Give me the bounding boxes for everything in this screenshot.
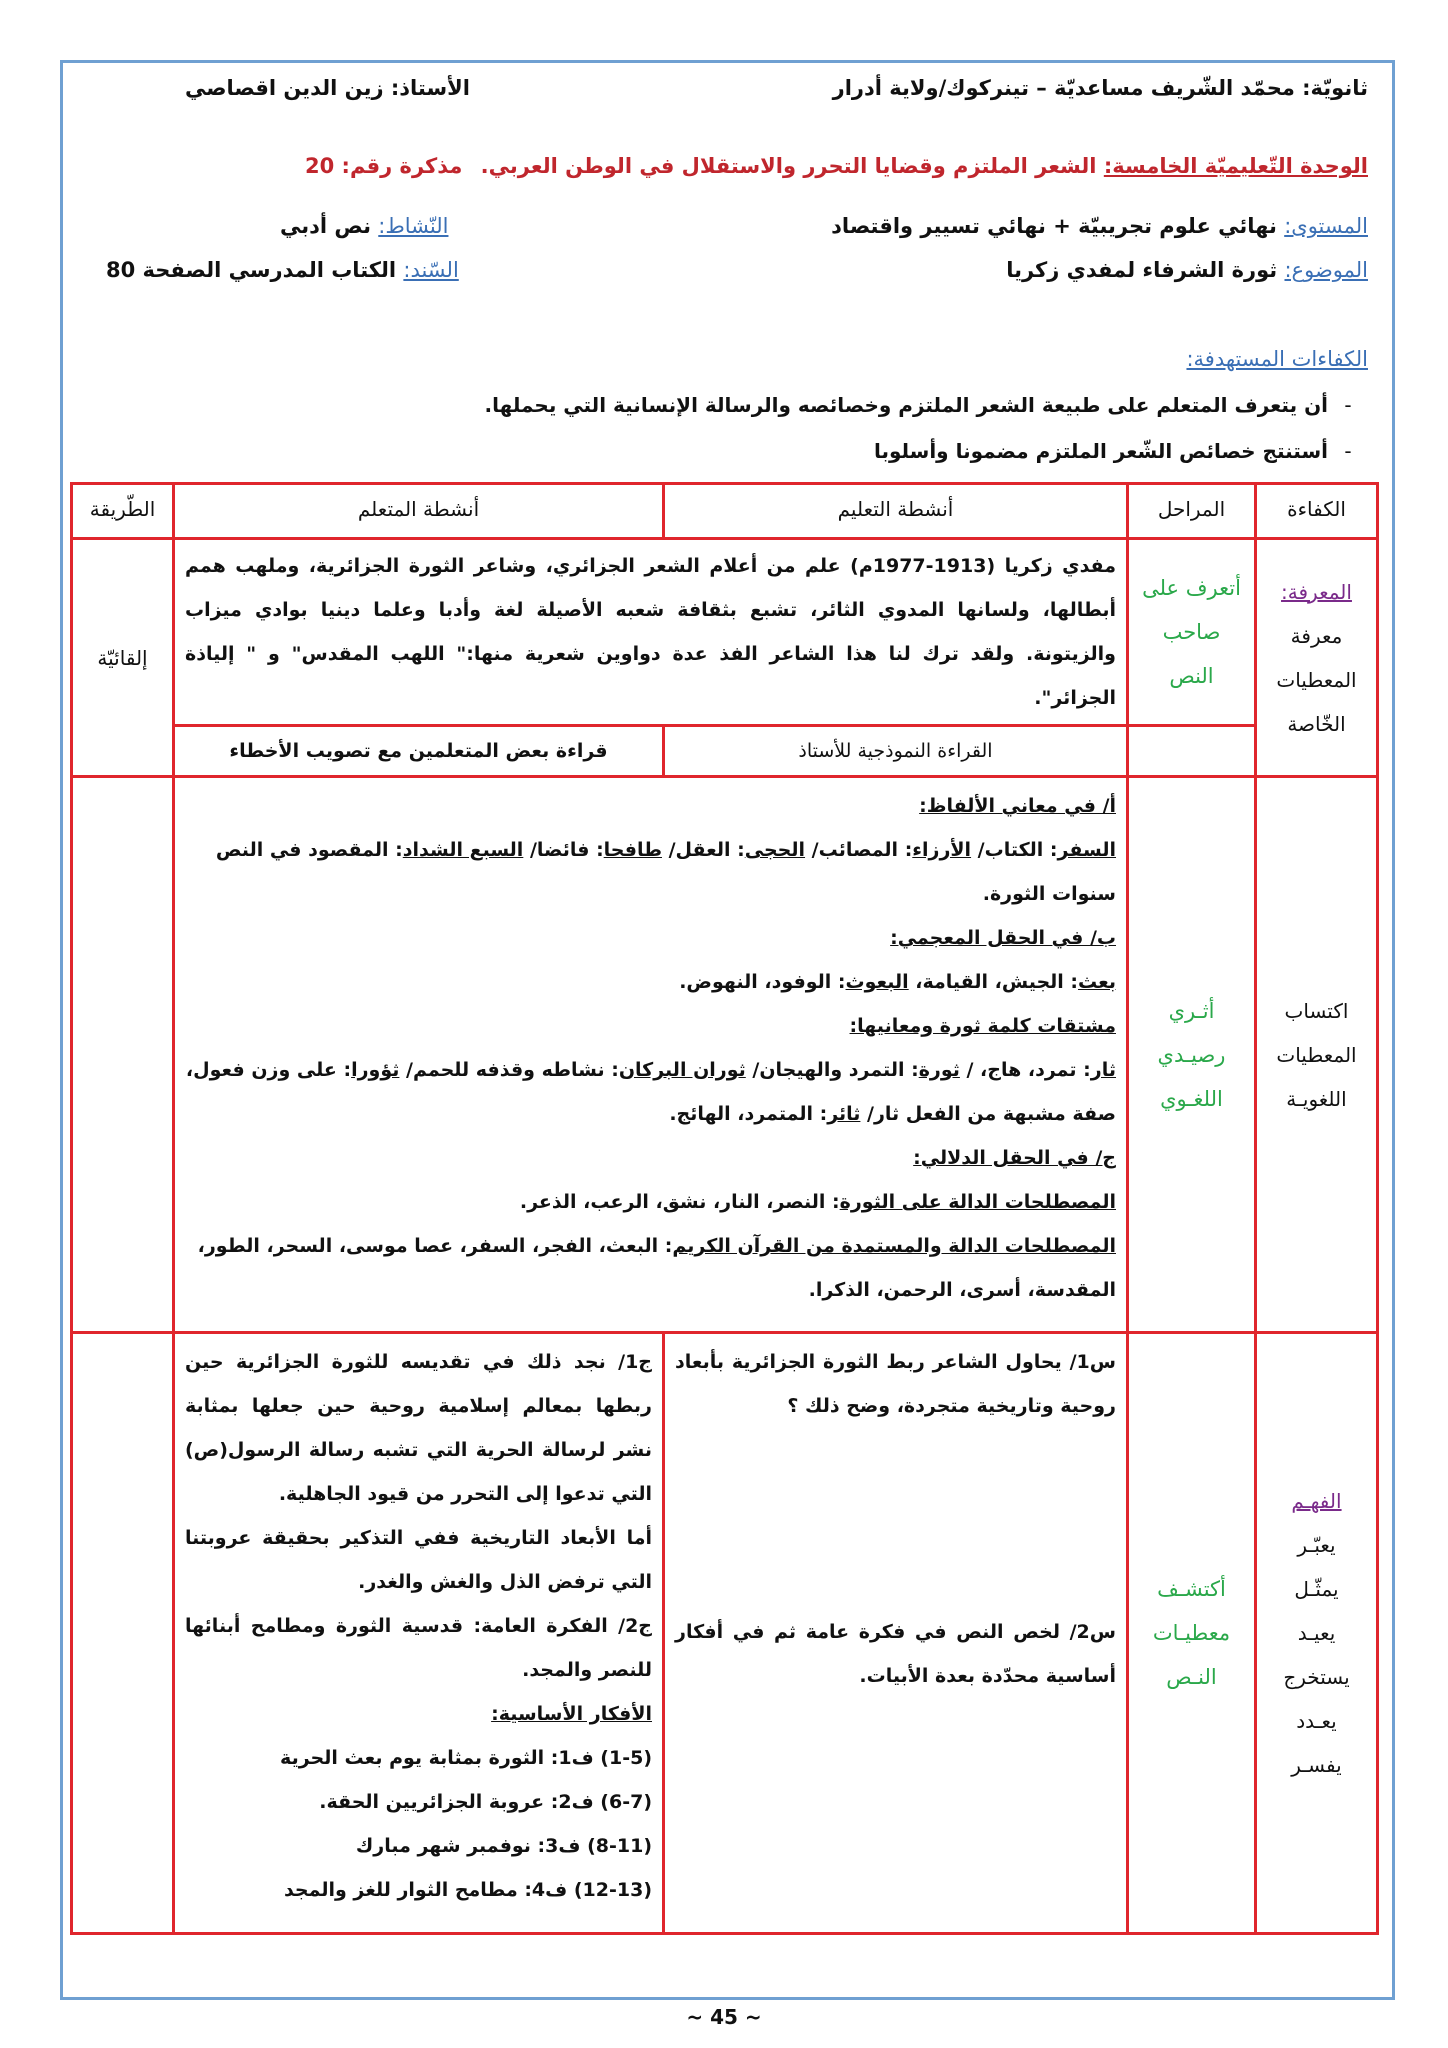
competence-verb: يستخرج [1283,1665,1350,1689]
idea-item: (6-7) ف2: عروبة الجزائريين الحقة. [319,1791,652,1813]
competence-body: معرفة المعطيات الخّاصة [1276,623,1357,736]
answers-cell [174,1333,664,1934]
source-label: السّند: [403,258,459,282]
competence-cell [1256,539,1378,777]
stage-cell [1128,1333,1256,1934]
competency-text: أستنتج خصائص الشّعر الملتزم مضمونا وأسلوبا [873,439,1328,463]
bullet-dash: - [1344,393,1352,417]
source-line [106,258,459,282]
table-row [72,1333,1378,1934]
page-number: ~ 45 ~ [686,2005,762,2029]
header-teaching: أنشطة التعليم [664,484,1128,539]
topic-line [1006,258,1368,282]
competence-verb: يعبّـر [1297,1533,1336,1557]
ideas-title: الأفكار الأساسية: [491,1703,652,1725]
competence-cell [1256,1333,1378,1934]
stage-text: أتعرف على صاحب النص [1142,576,1241,688]
unit-line [481,154,1368,178]
student-reading: قراءة بعض المتعلمين مع تصويب الأخطاء [174,726,664,777]
topic-label: الموضوع: [1284,258,1368,282]
activity-label: النّشاط: [378,214,449,238]
competence-cell [1256,777,1378,1333]
semantic-line: المصطلحات الدالة والمستمدة من القرآن الكريم: البعث، الفجر، السفر، عصا موسى، السحر، الطور، [197,1235,1116,1257]
answer-1b: أما الأبعاد التاريخية ففي التذكير بحقيقة عروبتنا التي ترفض الذل والغش والغدر. [185,1527,652,1593]
questions-cell [664,1333,1128,1934]
level-value: نهائي علوم تجريبيّة + نهائي تسيير واقتصاد [831,214,1285,238]
lexical-line: بعث: الجيش، القيامة، البعوث: الوفود، النهوض. [679,971,1116,993]
competence-title: الفهـم [1291,1489,1342,1513]
header-learner: أنشطة المتعلم [174,484,664,539]
activity-line [280,214,448,238]
idea-item: (1-5) ف1: الثورة بمثابة يوم بعث الحرية [280,1747,652,1769]
school-name: ثانويّة: محمّد الشّريف مساعديّة – تينركوك/ولاية أدرار [832,76,1368,100]
header-competence: الكفاءة [1256,484,1378,539]
author-bio: مفدي زكريا (1913-1977م) علم من أعلام الشعر الجزائري، وشاعر الثورة الجزائرية، وملهب همم أبطالها، ولسانها المدوي الثائر، تشبع بثقافة شعبه الأصيلة لغة وأدبا وعلما دينيا بوادي ميزاب والزيتونة. ولقد ترك لنا هذا الشاعر الفذ عدة دواوين شعرية منها:" اللهب المقدس" و " إلياذة الجزائر". [174,539,1128,726]
stage-text: أكتشـف معطيـات النـص [1152,1577,1231,1689]
competence-text: اكتساب المعطيات اللغويـة [1276,998,1357,1111]
competency-text: أن يتعرف المتعلم على طبيعة الشعر الملتزم وخصائصه والرسالة الإنسانية التي يحملها. [484,393,1328,417]
competency-item [485,393,1368,417]
competence-title: المعرفة: [1281,579,1352,604]
meanings-line: سنوات الثورة. [982,883,1116,905]
method-cell [72,1333,174,1934]
lexical-title: ب/ في الحقل المعجمي: [890,927,1116,949]
competence-verb: يمثّـل [1294,1577,1339,1601]
answer-1: ج1/ نجد ذلك في تقديسه للثورة الجزائرية حين ربطها بمعالم إسلامية روحية حين جعلها بمثابة نشر لرسالة الحرية التي تشبه رسالة الرسول(ص) التي تدعوا إلى التحرر من قيود الجاهلية. [185,1351,652,1505]
table-row [72,539,1378,726]
topic-value: ثورة الشرفاء لمفدي زكريا [1006,258,1285,282]
header-method: الطّريقة [72,484,174,539]
idea-item: (8-11) ف3: نوفمبر شهر مبارك [355,1835,652,1857]
table-row [72,726,1378,777]
meanings-line: السفر: الكتاب/ الأرزاء: المصائب/ الحجى: العقل/ طافحا: فائضا/ السبع الشداد: المقصود في النص [215,839,1116,861]
bullet-dash: - [1344,439,1352,463]
unit-value: الشعر الملتزم وقضايا التحرر والاستقلال في الوطن العربي. [480,154,1104,178]
competence-verb: يفسـر [1291,1753,1342,1777]
activity-value: نص أدبي [280,214,379,238]
memo-number: مذكرة رقم: 20 [305,154,463,178]
header-stages: المراحل [1128,484,1256,539]
competencies-title: الكفاءات المستهدفة: [1186,347,1368,371]
competency-item [874,439,1368,463]
source-value: الكتاب المدرسي الصفحة 80 [106,258,404,282]
teacher-reading: القراءة النموذجية للأستاذ [664,726,1128,777]
lesson-table [70,482,1379,1935]
method-cell [72,777,174,1333]
stage-text: أثـري رصيـدي اللغـوي [1157,998,1226,1111]
teacher-name: الأستاذ: زين الدين اقصاصي [185,76,470,100]
derivatives-line: صفة مشبهة من الفعل ثار/ ثائر: المتمرد، الهائج. [669,1103,1116,1125]
question-2: س2/ لخص النص في فكرة عامة ثم في أفكار أساسية محدّدة بعدة الأبيات. [675,1621,1116,1687]
semantic-line: المصطلحات الدالة على الثورة: النصر، النار، نشق، الرعب، الذعر. [519,1191,1116,1213]
empty-stage-cell [1128,726,1256,777]
competence-verb: يعيـد [1297,1621,1336,1645]
method-cell: إلقائيّة [72,539,174,777]
unit-label: الوحدة التّعليميّة الخامسة: [1103,154,1368,178]
semantic-line: المقدسة، أسرى، الرحمن، الذكرا. [808,1279,1116,1301]
competence-verb: يعـدد [1296,1709,1337,1733]
question-1: س1/ يحاول الشاعر ربط الثورة الجزائرية بأبعاد روحية وتاريخية متجردة، وضح ذلك ؟ [675,1351,1116,1417]
stage-cell [1128,539,1256,726]
meanings-title: أ/ في معاني الألفاظ: [919,795,1116,817]
table-header-row [72,484,1378,539]
level-line [831,214,1368,238]
derivatives-title: مشتقات كلمة ثورة ومعانيها: [849,1015,1116,1037]
answer-2: ج2/ الفكرة العامة: قدسية الثورة ومطامح أبنائها للنصر والمجد. [185,1615,652,1681]
idea-item: (12-13) ف4: مطامح الثوار للغز والمجد [283,1879,652,1901]
stage-cell [1128,777,1256,1333]
level-label: المستوى: [1284,214,1368,238]
derivatives-line: ثار: تمرد، هاج، / ثورة: التمرد والهيجان/ ثوران البركان: نشاطه وقذفه للحمم/ ثؤورا: على وزن فعول، [185,1059,1116,1081]
vocabulary-cell [174,777,1128,1333]
table-row [72,777,1378,1333]
semantic-title: ج/ في الحقل الدلالي: [913,1147,1116,1169]
